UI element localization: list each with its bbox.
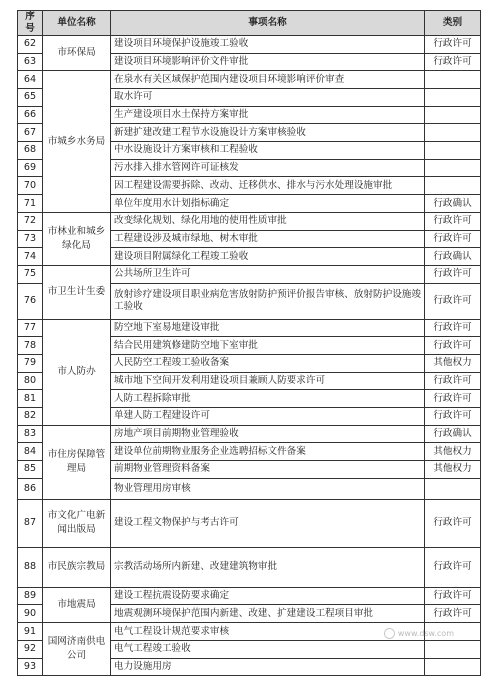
table-row (18, 212, 481, 230)
item-name: 工程建设涉及城市绿地、树木审批 (111, 230, 425, 248)
table-row (18, 71, 481, 89)
item-category (425, 71, 481, 89)
table-row (18, 35, 481, 53)
item-name: 改变绿化规划、绿化用地的使用性质审批 (111, 212, 425, 230)
row-number: 84 (18, 443, 43, 461)
item-category: 行政许可 (425, 605, 481, 623)
item-name: 在泉水有关区域保护范围内建设项目环境影响评价审查 (111, 71, 425, 89)
item-category: 行政确认 (425, 195, 481, 213)
row-number: 89 (18, 587, 43, 605)
item-category (425, 159, 481, 177)
row-number: 70 (18, 177, 43, 195)
department-name: 市林业和城乡绿化局 (43, 212, 111, 265)
item-name: 单位年度用水计划指标确定 (111, 195, 425, 213)
row-number: 91 (18, 623, 43, 641)
item-name: 电气工程设计规范要求审核 (111, 623, 425, 641)
item-name: 宗教活动场所内新建、改建建筑物审批 (111, 547, 425, 587)
row-number: 67 (18, 124, 43, 142)
item-category: 行政许可 (425, 390, 481, 408)
item-category (425, 177, 481, 195)
department-name: 国网济南供电公司 (43, 623, 111, 676)
row-number: 90 (18, 605, 43, 623)
row-number: 87 (18, 499, 43, 547)
item-category: 行政许可 (425, 212, 481, 230)
row-number: 81 (18, 390, 43, 408)
item-category: 行政许可 (425, 547, 481, 587)
item-category (425, 658, 481, 676)
table-row (18, 547, 481, 587)
item-name: 建设工程文物保护与考古许可 (111, 499, 425, 547)
row-number: 71 (18, 195, 43, 213)
row-number: 63 (18, 53, 43, 71)
item-name: 因工程建设需要拆除、改动、迁移供水、排水与污水处理设施审批 (111, 177, 425, 195)
item-category (425, 106, 481, 124)
row-number: 65 (18, 89, 43, 107)
row-number: 83 (18, 425, 43, 443)
row-number: 93 (18, 658, 43, 676)
item-category: 行政确认 (425, 248, 481, 266)
header-dept: 单位名称 (43, 11, 111, 36)
item-category: 其他权力 (425, 461, 481, 479)
row-number: 75 (18, 265, 43, 283)
row-number: 82 (18, 408, 43, 426)
row-number: 72 (18, 212, 43, 230)
item-name: 新建扩建改建工程节水设施设计方案审核验收 (111, 124, 425, 142)
item-name: 污水排入排水管网许可证核发 (111, 159, 425, 177)
row-number: 88 (18, 547, 43, 587)
item-name: 建设项目附属绿化工程竣工验收 (111, 248, 425, 266)
item-category (425, 124, 481, 142)
item-category (425, 640, 481, 658)
row-number: 74 (18, 248, 43, 266)
item-name: 城市地下空间开发利用建设项目兼顾人防要求许可 (111, 372, 425, 390)
item-category: 行政许可 (425, 337, 481, 355)
item-name: 取水许可 (111, 89, 425, 107)
item-name: 防空地下室易地建设审批 (111, 319, 425, 337)
item-category: 行政许可 (425, 372, 481, 390)
row-number: 85 (18, 461, 43, 479)
row-number: 80 (18, 372, 43, 390)
item-category: 其他权力 (425, 443, 481, 461)
watermark-logo-icon (384, 628, 395, 639)
item-category: 行政确认 (425, 425, 481, 443)
department-name: 市城乡水务局 (43, 71, 111, 213)
department-name: 市人防办 (43, 319, 111, 425)
table-row (18, 425, 481, 443)
item-category: 行政许可 (425, 283, 481, 319)
item-category: 行政许可 (425, 35, 481, 53)
department-name: 市文化广电新闻出版局 (43, 499, 111, 547)
row-number: 73 (18, 230, 43, 248)
table-row (18, 265, 481, 283)
item-name: 公共场所卫生许可 (111, 265, 425, 283)
item-name: 物业管理用房审核 (111, 478, 425, 499)
item-name: 生产建设项目水土保持方案审批 (111, 106, 425, 124)
item-category: 行政许可 (425, 319, 481, 337)
item-name: 中水设施设计方案审核和工程验收 (111, 142, 425, 160)
table-row (18, 587, 481, 605)
table-header (18, 11, 481, 36)
department-name: 市卫生计生委 (43, 265, 111, 319)
item-name: 建设项目环境保护设施竣工验收 (111, 35, 425, 53)
row-number: 68 (18, 142, 43, 160)
item-name: 建设工程抗震设防要求确定 (111, 587, 425, 605)
header-item: 事项名称 (111, 11, 425, 36)
item-category: 行政许可 (425, 265, 481, 283)
item-name: 人民防空工程竣工验收备案 (111, 354, 425, 372)
table-row (18, 319, 481, 337)
item-name: 前期物业管理资料备案 (111, 461, 425, 479)
watermark-text: www.dsw.com (397, 629, 454, 638)
item-name: 放射诊疗建设项目职业病危害放射防护预评价报告审核、放射防护设施竣工验收 (111, 283, 425, 319)
item-name: 建设项目环境影响评价文件审批 (111, 53, 425, 71)
table-row (18, 499, 481, 547)
approval-items-table-container (17, 10, 480, 676)
item-name: 单建人防工程建设许可 (111, 408, 425, 426)
item-name: 结合民用建筑修建防空地下室审批 (111, 337, 425, 355)
department-name: 市环保局 (43, 35, 111, 70)
row-number: 62 (18, 35, 43, 53)
table-body (18, 35, 481, 675)
row-number: 86 (18, 478, 43, 499)
item-name: 电力设施用房 (111, 658, 425, 676)
approval-items-table (17, 10, 481, 676)
item-name: 地震观测环境保护范围内新建、改建、扩建建设工程项目审批 (111, 605, 425, 623)
item-category (425, 478, 481, 499)
item-category: 行政许可 (425, 53, 481, 71)
department-name: 市住房保障管理局 (43, 425, 111, 499)
row-number: 92 (18, 640, 43, 658)
item-name: 人防工程拆除审批 (111, 390, 425, 408)
item-category: 行政许可 (425, 499, 481, 547)
header-row (18, 11, 481, 36)
row-number: 79 (18, 354, 43, 372)
item-category (425, 142, 481, 160)
header-no: 序号 (18, 11, 43, 36)
item-category: 行政许可 (425, 408, 481, 426)
department-name: 市地震局 (43, 587, 111, 622)
item-name: 房地产项目前期物业管理验收 (111, 425, 425, 443)
row-number: 78 (18, 337, 43, 355)
row-number: 66 (18, 106, 43, 124)
item-category (425, 89, 481, 107)
item-category: 行政许可 (425, 230, 481, 248)
row-number: 64 (18, 71, 43, 89)
item-category: 其他权力 (425, 354, 481, 372)
header-category: 类别 (425, 11, 481, 36)
row-number: 69 (18, 159, 43, 177)
department-name: 市民族宗教局 (43, 547, 111, 587)
watermark (384, 628, 454, 639)
item-category: 行政许可 (425, 587, 481, 605)
item-name: 建设单位前期物业服务企业选聘招标文件备案 (111, 443, 425, 461)
item-name: 电气工程竣工验收 (111, 640, 425, 658)
row-number: 76 (18, 283, 43, 319)
row-number: 77 (18, 319, 43, 337)
